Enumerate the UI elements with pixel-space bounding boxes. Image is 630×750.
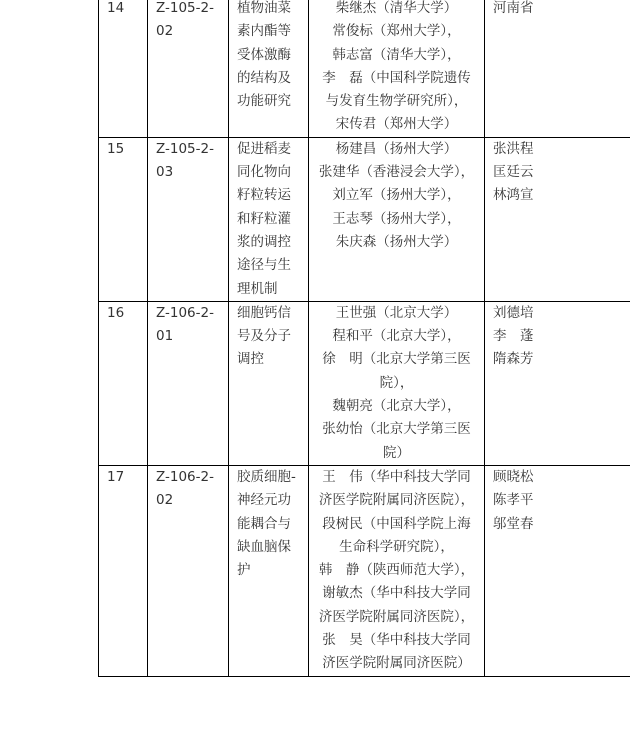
row-number: 15 (99, 137, 148, 301)
project-title: 植物油菜素内酯等受体激酶的结构及功能研究 (229, 0, 309, 137)
recommenders-cell (485, 0, 630, 137)
recommenders-cell (485, 301, 630, 465)
contributor: 王世强（北京大学） (335, 304, 458, 321)
contributor: 谢敏杰（华中科技大学同济医学院附属同济医院）， (318, 585, 475, 625)
contributor: 张幼怡（北京大学第三医院） (322, 421, 471, 461)
project-code: Z-106-2-02 (148, 465, 229, 676)
contributor: 杨建昌（扬州大学） (335, 140, 458, 157)
contributor: 柴继杰（清华大学） (335, 0, 458, 16)
contributor: 魏朝亮（北京大学）， (332, 398, 461, 415)
table-row (99, 301, 630, 465)
project-title: 细胞钙信号及分子调控 (229, 301, 309, 465)
contributor: 王 伟（华中科技大学同济医学院附属同济医院）， (318, 468, 475, 509)
contributor: 刘立军（扬州大学）， (332, 187, 461, 204)
row-number: 17 (99, 465, 148, 676)
contributor: 常俊标（郑州大学）， (332, 23, 461, 40)
contributor: 段树民（中国科学院上海生命科学研究院）， (322, 515, 471, 555)
contributor: 韩 静（陕西师范大学）， (318, 562, 475, 579)
table-row (99, 137, 630, 301)
recommender: 张洪程 (493, 140, 534, 157)
recommender: 隋森芳 (493, 351, 534, 368)
contributors-cell (309, 0, 485, 137)
recommender: 河南省 (493, 0, 534, 16)
recommender: 陈孝平 (493, 492, 534, 509)
contributor: 李 磊（中国科学院遗传与发育生物学研究所）， (322, 69, 471, 110)
contributor: 朱庆森（扬州大学） (335, 233, 458, 250)
contributor: 徐 明（北京大学第三医院）， (322, 351, 471, 391)
project-title: 胶质细胞-神经元功能耦合与缺血脑保护 (229, 465, 309, 676)
contributor: 王志琴（扬州大学）， (332, 210, 461, 227)
recommender: 匡廷云 (493, 164, 534, 181)
recommenders-cell (485, 137, 630, 301)
table-row (99, 0, 630, 137)
recommender: 顾晓松 (493, 468, 534, 485)
recommenders-cell (485, 465, 630, 676)
row-number: 16 (99, 301, 148, 465)
contributors-cell (309, 301, 485, 465)
award-projects-table (98, 0, 630, 677)
project-code: Z-105-2-03 (148, 137, 229, 301)
project-code: Z-106-2-01 (148, 301, 229, 465)
recommender: 刘德培 (493, 304, 534, 321)
contributor: 韩志富（清华大学）， (332, 46, 461, 63)
contributors-cell (309, 465, 485, 676)
contributor: 程和平（北京大学）， (332, 328, 461, 345)
project-title: 促进稻麦同化物向籽粒转运和籽粒灌浆的调控途径与生理机制 (229, 137, 309, 301)
recommender: 邬堂春 (493, 515, 534, 532)
row-number: 14 (99, 0, 148, 137)
table-row (99, 465, 630, 676)
contributor: 宋传君（郑州大学） (335, 116, 458, 133)
contributor: 张建华（香港浸会大学）， (318, 164, 475, 181)
recommender: 林鸿宣 (493, 187, 534, 204)
recommender: 李 蓬 (493, 328, 534, 345)
project-code: Z-105-2-02 (148, 0, 229, 137)
contributors-cell (309, 137, 485, 301)
contributor: 张 昊（华中科技大学同济医学院附属同济医院） (322, 632, 471, 672)
